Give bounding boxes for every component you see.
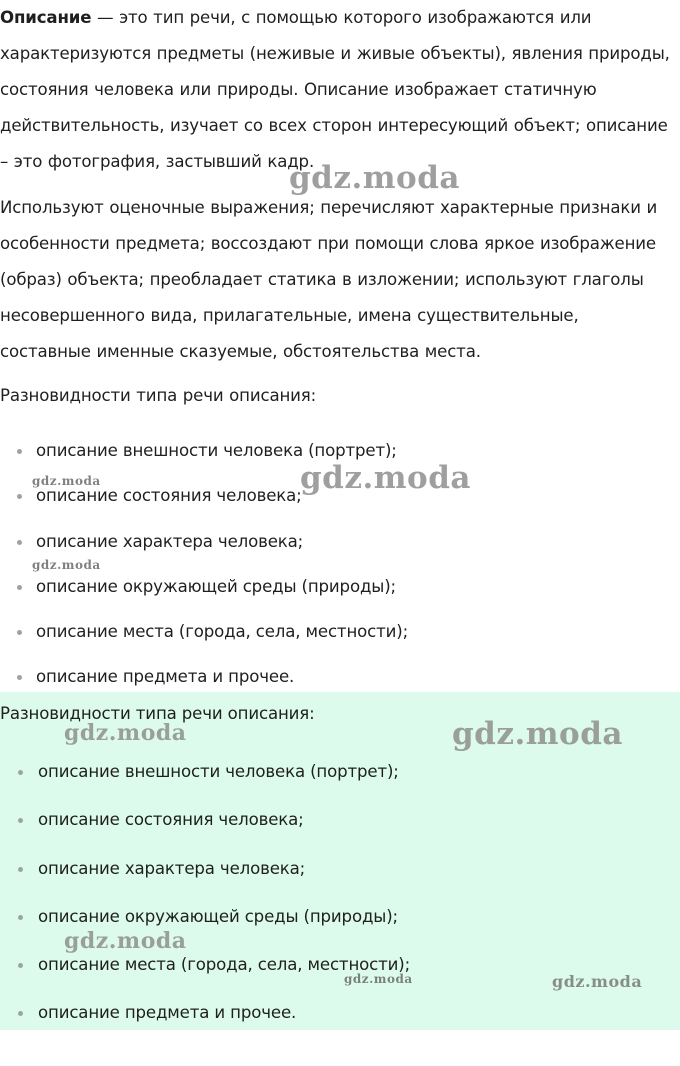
section-title: Разновидности типа речи описания:: [0, 386, 317, 405]
description-types-list: [0, 428, 408, 700]
list-item: описание характера человека;: [0, 519, 408, 564]
watermark: gdz.moda: [300, 460, 471, 496]
definition-text: — это тип речи, с помощью которого изображаются или характеризуются предметы (неживые и живые объекты), явления природы, состояния человека или природы. Описание изображает статичную действительность, изучает со всех сторон интересующий объект; описание – это фотография, застывший кадр.: [0, 8, 670, 171]
highlight-box: [0, 692, 680, 1030]
watermark: gdz.moda: [289, 160, 460, 196]
definition-term: Описание: [0, 8, 92, 27]
list-item: описание места (города, села, местности);: [0, 941, 410, 989]
list-item: описание предмета и прочее.: [0, 654, 408, 699]
features-paragraph: Используют оценочные выражения; перечисляют характерные признаки и особенности предмета; воссоздают при помощи слова яркое изображение (образ) объекта; преобладает статика в изложении; используют глаголы несовершенного вида, прилагательные, имена существительные, составные именные сказуемые, обстоятельства места.: [0, 198, 658, 361]
highlight-list: [0, 748, 410, 1038]
list-item: описание предмета и прочее.: [0, 989, 410, 1037]
watermark: gdz.moda: [64, 720, 187, 746]
definition-paragraph: [0, 0, 672, 180]
list-item: описание состояния человека;: [0, 796, 410, 844]
watermark: gdz.moda: [32, 558, 101, 572]
watermark: gdz.moda: [64, 928, 187, 954]
watermark: gdz.moda: [552, 972, 643, 991]
list-item: описание места (города, села, местности);: [0, 609, 408, 654]
list-item: описание окружающей среды (природы);: [0, 893, 410, 941]
list-item: описание внешности человека (портрет);: [0, 428, 408, 473]
list-item: описание внешности человека (портрет);: [0, 748, 410, 796]
highlight-title: Разновидности типа речи описания:: [0, 704, 315, 723]
list-item: описание характера человека;: [0, 845, 410, 893]
watermark: gdz.moda: [32, 474, 101, 488]
watermark: gdz.moda: [344, 972, 413, 986]
list-item: описание состояния человека;: [0, 473, 408, 518]
watermark: gdz.moda: [452, 716, 623, 752]
list-item: описание окружающей среды (природы);: [0, 564, 408, 609]
